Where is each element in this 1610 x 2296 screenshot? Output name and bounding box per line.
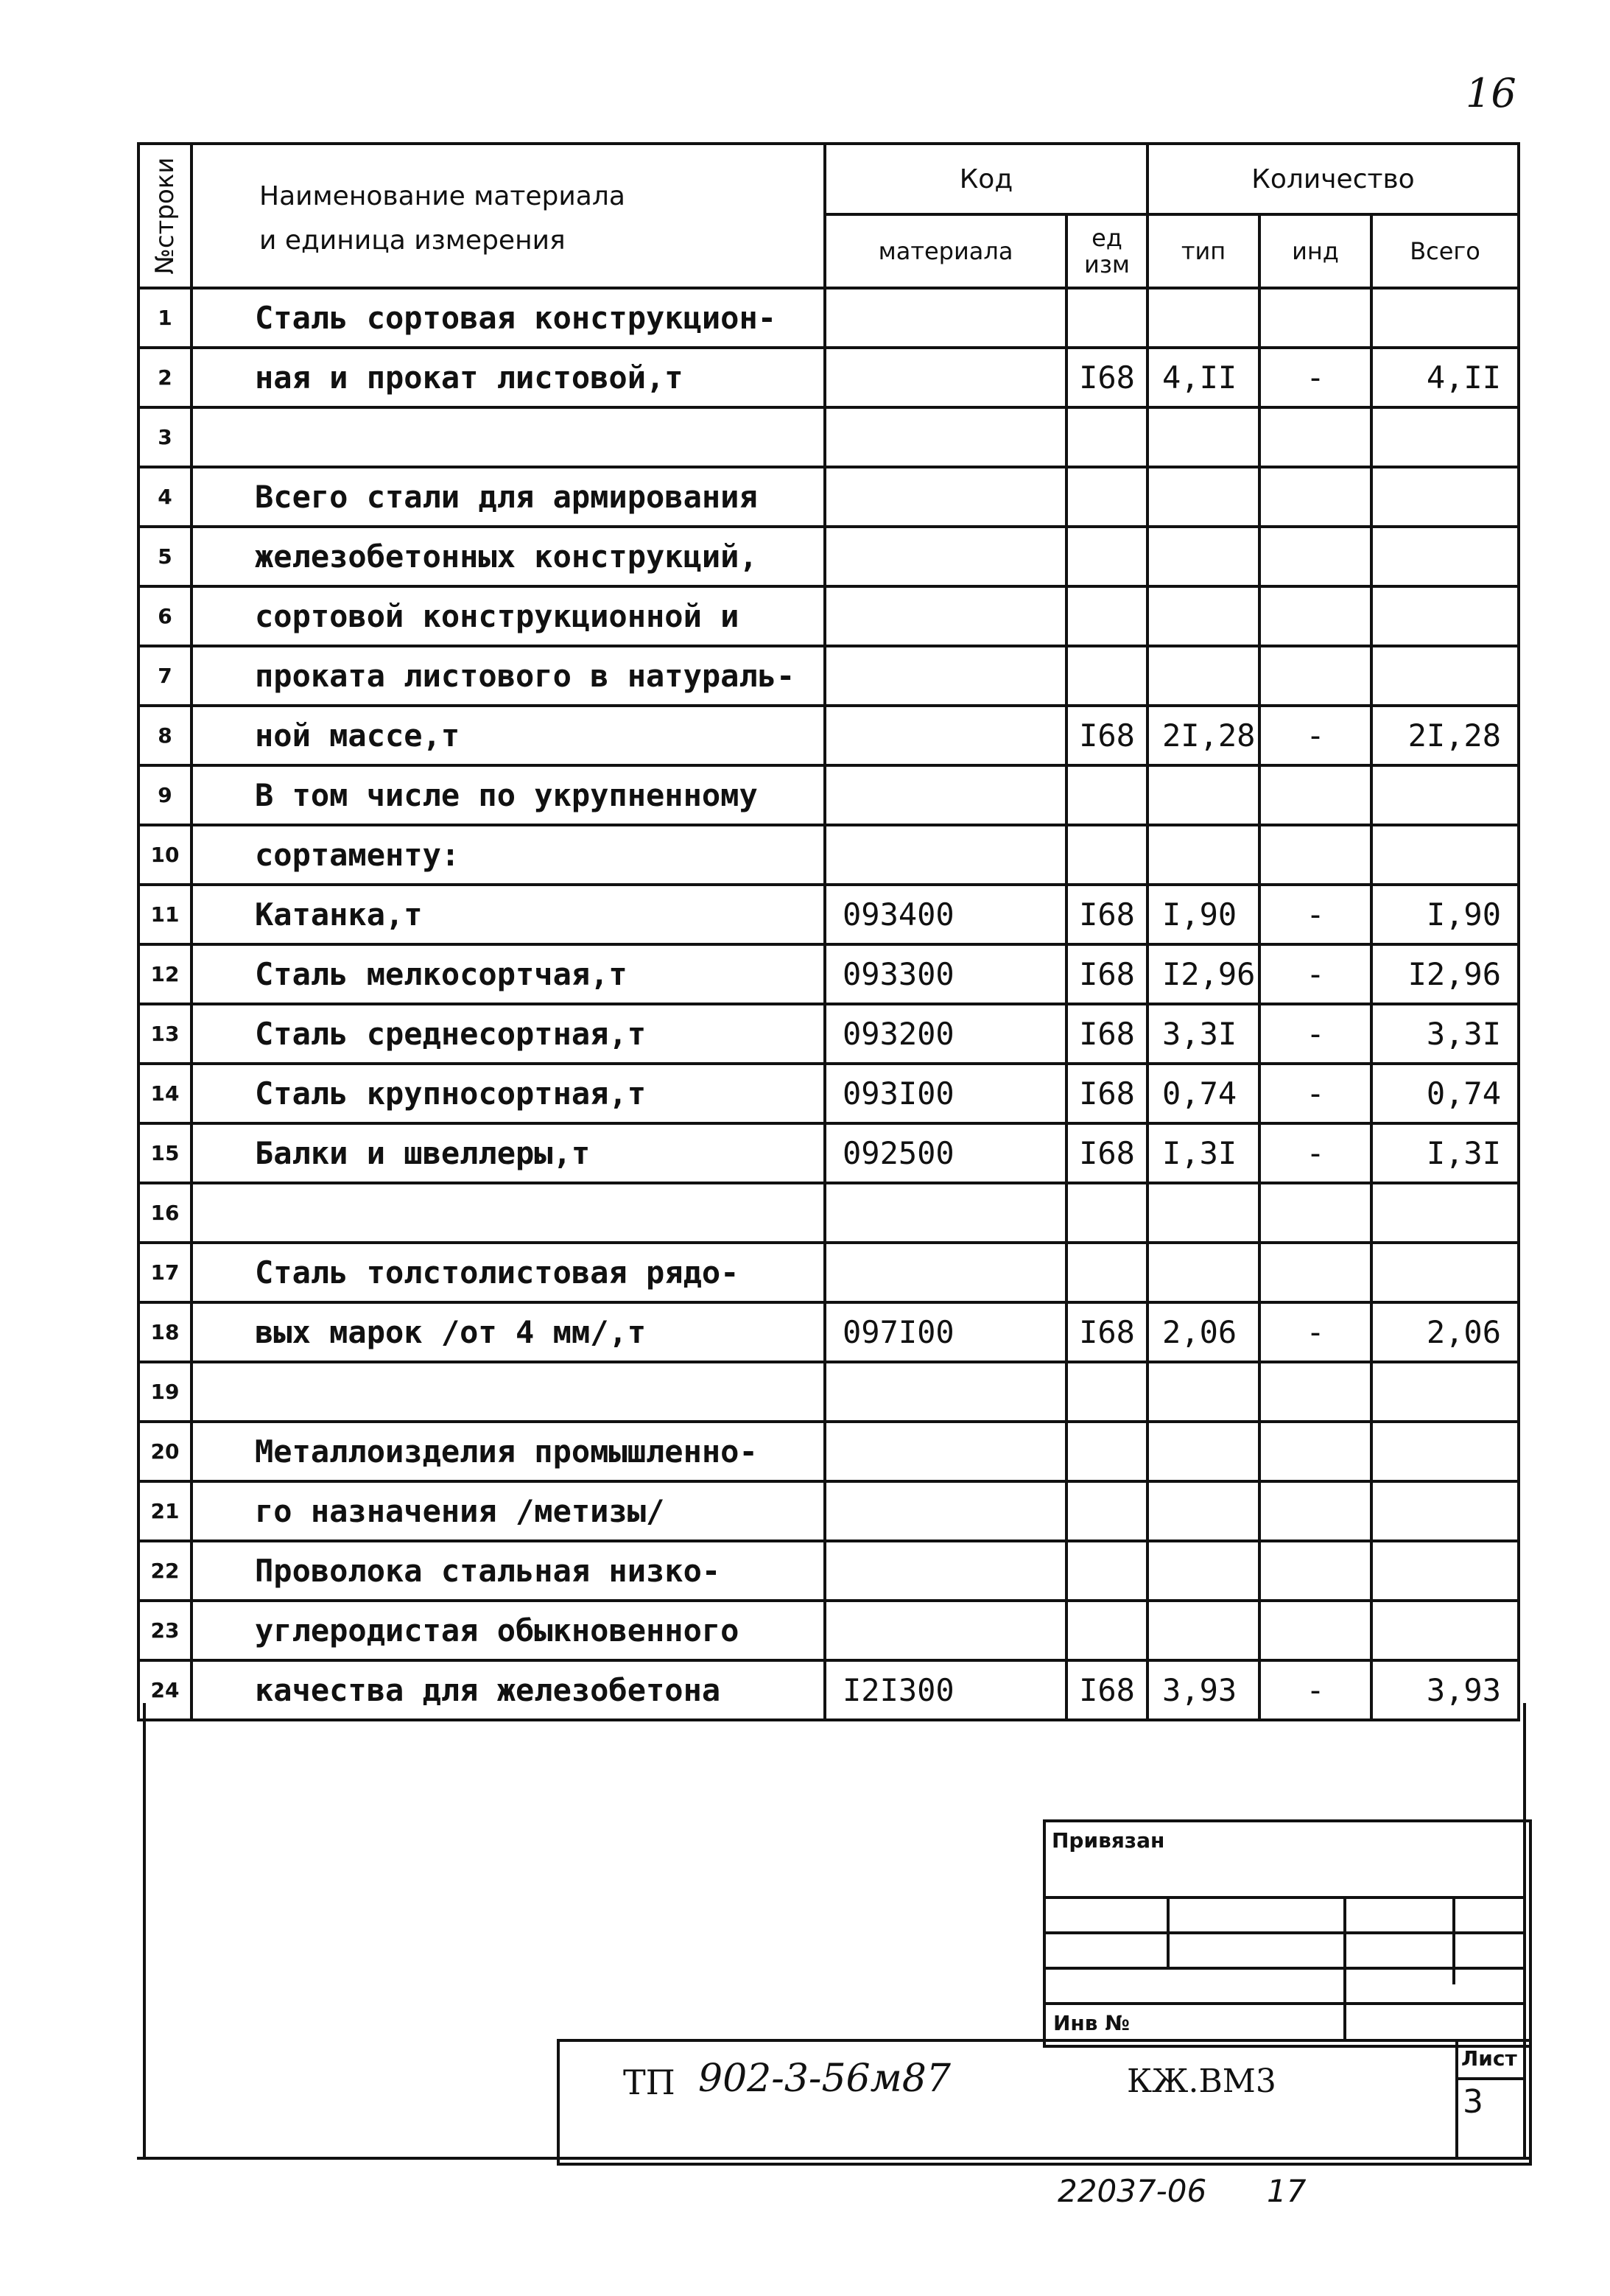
unit-code-cell: I68 [1066, 348, 1147, 407]
material-name-cell: Проволока стальная низко- [191, 1541, 825, 1601]
table-row [138, 944, 1519, 1004]
qty-ind-cell: - [1259, 1004, 1371, 1064]
quantity-header: Количество [1147, 144, 1519, 214]
qty-type-cell [1147, 646, 1259, 706]
qty-type-cell: I2,96 [1147, 944, 1259, 1004]
material-code-cell [825, 1243, 1066, 1302]
unit-code-cell [1066, 825, 1147, 885]
material-code-cell [825, 1541, 1066, 1601]
qty-ind-cell [1259, 586, 1371, 646]
stamp-divider [1452, 1896, 1455, 1984]
stamp-divider [1167, 1896, 1170, 1967]
doc-prefix: ТП [623, 2062, 675, 2102]
row-number-cell: 20 [138, 1422, 191, 1481]
table-row [138, 825, 1519, 885]
material-code-cell [825, 527, 1066, 586]
row-number-cell: 19 [138, 1362, 191, 1422]
row-number-cell: 14 [138, 1064, 191, 1123]
table-row [138, 348, 1519, 407]
sheet-label: Лист [1461, 2046, 1517, 2071]
material-code-cell: 093400 [825, 885, 1066, 944]
material-name-cell: вых марок /от 4 мм/,т [191, 1302, 825, 1362]
qty-type-cell [1147, 1422, 1259, 1481]
materials-table [137, 142, 1520, 1721]
qty-ind-cell [1259, 1601, 1371, 1660]
table-row [138, 1362, 1519, 1422]
qty-ind-cell: - [1259, 944, 1371, 1004]
table-row [138, 1601, 1519, 1660]
qty-ind-cell: - [1259, 706, 1371, 765]
material-code-cell [825, 646, 1066, 706]
row-number-cell: 4 [138, 467, 191, 527]
row-number-cell: 18 [138, 1302, 191, 1362]
qty-total-cell [1371, 1481, 1519, 1541]
qty-total-cell [1371, 1422, 1519, 1481]
qty-ind-cell [1259, 765, 1371, 825]
code-header: Код [825, 144, 1147, 214]
unit-code-cell: I68 [1066, 1302, 1147, 1362]
qty-type-cell: I,90 [1147, 885, 1259, 944]
row-number-cell: 9 [138, 765, 191, 825]
qty-type-cell [1147, 1601, 1259, 1660]
table-row [138, 1243, 1519, 1302]
material-code-cell [825, 1422, 1066, 1481]
stamp-line [1043, 2002, 1526, 2005]
material-name-cell [191, 1183, 825, 1243]
material-name-cell: качества для железобетона [191, 1660, 825, 1720]
row-number-cell: 12 [138, 944, 191, 1004]
material-name-cell: Сталь сортовая конструкцион- [191, 288, 825, 348]
material-name-cell: Металлоизделия промышленно- [191, 1422, 825, 1481]
row-number-cell: 5 [138, 527, 191, 586]
material-code-cell [825, 706, 1066, 765]
qty-type-cell: 3,3I [1147, 1004, 1259, 1064]
code-unit-header: ед изм [1066, 214, 1147, 288]
qty-ind-cell: - [1259, 1660, 1371, 1720]
row-number-cell: 2 [138, 348, 191, 407]
qty-total-cell: 0,74 [1371, 1064, 1519, 1123]
material-code-cell: 093200 [825, 1004, 1066, 1064]
qty-ind-cell [1259, 1243, 1371, 1302]
qty-ind-cell [1259, 288, 1371, 348]
material-name-header: Наименование материала и единица измерения [191, 144, 825, 288]
unit-code-cell: I68 [1066, 706, 1147, 765]
table-row [138, 885, 1519, 944]
inventory-no-label: Инв № [1053, 2011, 1130, 2035]
material-name-cell: ная и прокат листовой,т [191, 348, 825, 407]
qty-ind-cell: - [1259, 885, 1371, 944]
stamp-divider [1343, 1896, 1346, 2042]
material-name-cell: сортаменту: [191, 825, 825, 885]
material-name-cell: Сталь крупносортная,т [191, 1064, 825, 1123]
qty-ind-cell [1259, 467, 1371, 527]
qty-type-header: тип [1147, 214, 1259, 288]
qty-type-cell [1147, 765, 1259, 825]
qty-type-cell: 0,74 [1147, 1064, 1259, 1123]
qty-type-cell: I,3I [1147, 1123, 1259, 1183]
unit-code-cell [1066, 1362, 1147, 1422]
material-code-cell [825, 467, 1066, 527]
unit-code-cell: I68 [1066, 1004, 1147, 1064]
doc-mark: КЖ.ВМ3 [1127, 2062, 1276, 2100]
table-row [138, 467, 1519, 527]
unit-code-cell [1066, 288, 1147, 348]
row-number-cell: 13 [138, 1004, 191, 1064]
qty-total-cell [1371, 467, 1519, 527]
material-code-cell [825, 348, 1066, 407]
row-number-cell: 1 [138, 288, 191, 348]
unit-code-cell [1066, 646, 1147, 706]
material-code-cell [825, 765, 1066, 825]
material-name-cell: Сталь толстолистовая рядо- [191, 1243, 825, 1302]
qty-ind-cell [1259, 1541, 1371, 1601]
qty-total-cell: 3,93 [1371, 1660, 1519, 1720]
material-code-cell [825, 288, 1066, 348]
material-name-cell [191, 407, 825, 467]
qty-ind-header: инд [1259, 214, 1371, 288]
row-number-cell: 21 [138, 1481, 191, 1541]
qty-total-header: Всего [1371, 214, 1519, 288]
row-number-cell: 17 [138, 1243, 191, 1302]
doc-code: 902-3-56м87 [698, 2057, 951, 2101]
qty-ind-cell [1259, 527, 1371, 586]
material-code-cell [825, 586, 1066, 646]
row-number-cell: 10 [138, 825, 191, 885]
unit-code-cell [1066, 527, 1147, 586]
table-row [138, 1302, 1519, 1362]
row-number-cell: 7 [138, 646, 191, 706]
qty-type-cell [1147, 467, 1259, 527]
footer-page-number: 17 [1267, 2173, 1307, 2209]
material-code-cell [825, 1601, 1066, 1660]
qty-ind-cell [1259, 407, 1371, 467]
qty-total-cell: 2,06 [1371, 1302, 1519, 1362]
table-row [138, 706, 1519, 765]
material-name-cell: проката листового в натураль- [191, 646, 825, 706]
material-code-cell: 093300 [825, 944, 1066, 1004]
qty-total-cell [1371, 586, 1519, 646]
material-code-cell [825, 407, 1066, 467]
sheet-number: 3 [1463, 2083, 1483, 2121]
material-code-cell [825, 825, 1066, 885]
material-name-cell: ной массе,т [191, 706, 825, 765]
qty-total-cell [1371, 1362, 1519, 1422]
unit-code-cell [1066, 1541, 1147, 1601]
page-number: 16 [1466, 70, 1516, 116]
qty-total-cell: 3,3I [1371, 1004, 1519, 1064]
material-name-cell: железобетонных конструкций, [191, 527, 825, 586]
qty-total-cell [1371, 407, 1519, 467]
qty-ind-cell [1259, 825, 1371, 885]
qty-ind-cell: - [1259, 348, 1371, 407]
material-code-cell [825, 1362, 1066, 1422]
unit-code-cell [1066, 467, 1147, 527]
qty-total-cell [1371, 765, 1519, 825]
title-block-divider [1455, 2039, 1458, 2160]
table-row [138, 1481, 1519, 1541]
attached-label: Привязан [1052, 1828, 1165, 1853]
qty-ind-cell [1259, 1422, 1371, 1481]
row-number-cell: 22 [138, 1541, 191, 1601]
qty-type-cell [1147, 1541, 1259, 1601]
row-number-cell: 23 [138, 1601, 191, 1660]
qty-ind-cell [1259, 1362, 1371, 1422]
table-row [138, 1183, 1519, 1243]
material-name-cell: сортовой конструкционной и [191, 586, 825, 646]
table-row [138, 1004, 1519, 1064]
qty-total-cell [1371, 1243, 1519, 1302]
material-code-cell: I2I300 [825, 1660, 1066, 1720]
frame-left-border [143, 1703, 146, 2160]
table-row [138, 1422, 1519, 1481]
qty-total-cell: 2I,28 [1371, 706, 1519, 765]
material-name-cell [191, 1362, 825, 1422]
row-number-cell: 16 [138, 1183, 191, 1243]
unit-code-cell [1066, 1243, 1147, 1302]
table-row [138, 586, 1519, 646]
unit-code-cell [1066, 407, 1147, 467]
qty-type-cell: 2,06 [1147, 1302, 1259, 1362]
qty-total-cell [1371, 1183, 1519, 1243]
qty-total-cell: I,3I [1371, 1123, 1519, 1183]
table-row [138, 646, 1519, 706]
unit-code-cell: I68 [1066, 1064, 1147, 1123]
qty-ind-cell [1259, 646, 1371, 706]
qty-ind-cell: - [1259, 1302, 1371, 1362]
row-number-header: №строки [138, 144, 191, 288]
qty-type-cell: 2I,28 [1147, 706, 1259, 765]
table-row [138, 1541, 1519, 1601]
table-row [138, 765, 1519, 825]
material-name-cell: Сталь среднесортная,т [191, 1004, 825, 1064]
material-name-cell: Балки и швеллеры,т [191, 1123, 825, 1183]
qty-type-cell: 4,II [1147, 348, 1259, 407]
table-row [138, 288, 1519, 348]
unit-code-cell: I68 [1066, 944, 1147, 1004]
table-row [138, 1123, 1519, 1183]
qty-type-cell: 3,93 [1147, 1660, 1259, 1720]
qty-type-cell [1147, 527, 1259, 586]
material-name-cell: углеродистая обыкновенного [191, 1601, 825, 1660]
qty-total-cell [1371, 1541, 1519, 1601]
unit-code-cell: I68 [1066, 1123, 1147, 1183]
row-number-cell: 11 [138, 885, 191, 944]
qty-total-cell [1371, 288, 1519, 348]
qty-total-cell [1371, 825, 1519, 885]
row-number-cell: 6 [138, 586, 191, 646]
unit-code-cell [1066, 765, 1147, 825]
qty-total-cell [1371, 646, 1519, 706]
unit-code-cell [1066, 1183, 1147, 1243]
material-name-cell: Катанка,т [191, 885, 825, 944]
material-name-cell: Всего стали для армирования [191, 467, 825, 527]
unit-code-cell [1066, 1422, 1147, 1481]
qty-ind-cell [1259, 1481, 1371, 1541]
material-name-cell: Сталь мелкосортчая,т [191, 944, 825, 1004]
row-number-cell: 15 [138, 1123, 191, 1183]
qty-total-cell [1371, 527, 1519, 586]
qty-type-cell [1147, 1243, 1259, 1302]
qty-ind-cell: - [1259, 1064, 1371, 1123]
unit-code-cell: I68 [1066, 1660, 1147, 1720]
unit-code-cell [1066, 1481, 1147, 1541]
sheet-divider [1455, 2077, 1526, 2080]
material-code-cell [825, 1481, 1066, 1541]
qty-total-cell: I,90 [1371, 885, 1519, 944]
table-row [138, 407, 1519, 467]
material-name-cell: го назначения /метизы/ [191, 1481, 825, 1541]
qty-total-cell: 4,II [1371, 348, 1519, 407]
unit-code-cell [1066, 586, 1147, 646]
material-code-cell: 093I00 [825, 1064, 1066, 1123]
qty-type-cell [1147, 1183, 1259, 1243]
material-name-cell: В том числе по укрупненному [191, 765, 825, 825]
code-material-header: материала [825, 214, 1066, 288]
table-row [138, 1064, 1519, 1123]
material-code-cell: 092500 [825, 1123, 1066, 1183]
material-code-cell: 097I00 [825, 1302, 1066, 1362]
qty-type-cell [1147, 1481, 1259, 1541]
qty-ind-cell [1259, 1183, 1371, 1243]
qty-type-cell [1147, 825, 1259, 885]
unit-code-cell: I68 [1066, 885, 1147, 944]
row-number-cell: 8 [138, 706, 191, 765]
qty-type-cell [1147, 407, 1259, 467]
table-row [138, 527, 1519, 586]
archive-number: 22037-06 [1058, 2173, 1207, 2209]
qty-type-cell [1147, 288, 1259, 348]
qty-total-cell [1371, 1601, 1519, 1660]
unit-code-cell [1066, 1601, 1147, 1660]
row-number-cell: 24 [138, 1660, 191, 1720]
qty-total-cell: I2,96 [1371, 944, 1519, 1004]
qty-type-cell [1147, 586, 1259, 646]
table-row [138, 1660, 1519, 1720]
qty-type-cell [1147, 1362, 1259, 1422]
qty-ind-cell: - [1259, 1123, 1371, 1183]
row-number-cell: 3 [138, 407, 191, 467]
material-code-cell [825, 1183, 1066, 1243]
